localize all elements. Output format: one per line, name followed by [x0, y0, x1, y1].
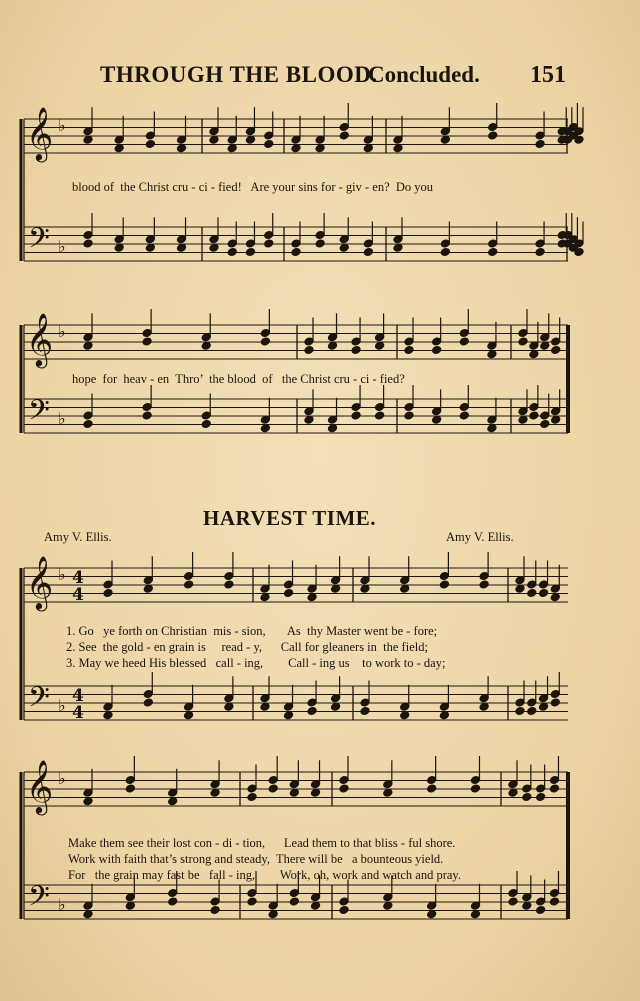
notehead — [518, 415, 528, 424]
bass-clef-icon: 𝄢 — [28, 880, 50, 920]
notehead — [360, 707, 370, 716]
page-number: 151 — [530, 62, 566, 88]
notehead — [247, 897, 257, 906]
notehead — [331, 702, 341, 711]
notehead — [470, 784, 480, 793]
notehead — [550, 698, 560, 707]
notehead — [383, 901, 393, 910]
notehead — [142, 411, 152, 420]
flat-icon: ♭ — [58, 696, 66, 715]
notehead — [339, 906, 349, 915]
flat-icon: ♭ — [58, 322, 66, 341]
notehead — [487, 424, 497, 433]
notehead — [549, 897, 559, 906]
notehead — [289, 788, 299, 797]
notehead — [201, 420, 211, 429]
notehead — [535, 248, 545, 257]
notehead — [143, 698, 153, 707]
notehead — [260, 702, 270, 711]
notehead — [310, 901, 320, 910]
notehead — [260, 337, 270, 346]
lyric-line: hope for heav - en Thro’ the blood of the Christ cru - ci - fied? — [72, 372, 405, 386]
notehead — [227, 144, 237, 153]
notehead — [210, 788, 220, 797]
notehead — [432, 346, 442, 355]
notehead — [363, 248, 373, 257]
notehead — [201, 341, 211, 350]
notehead — [550, 593, 560, 602]
notehead — [393, 144, 403, 153]
notehead — [103, 711, 113, 720]
notehead — [83, 797, 93, 806]
notehead — [339, 784, 349, 793]
notehead — [184, 711, 194, 720]
notehead — [488, 248, 498, 257]
notehead — [363, 144, 373, 153]
notehead — [527, 707, 537, 716]
treble-clef-icon: 𝄞 — [26, 106, 54, 160]
notehead — [315, 144, 325, 153]
notehead — [540, 341, 550, 350]
notehead — [227, 248, 237, 257]
concluded-label: Concluded. — [368, 62, 480, 87]
notehead — [440, 248, 450, 257]
notehead — [83, 910, 93, 919]
notehead — [145, 140, 155, 149]
verse-line-4: Make them see their lost con - di - tion, Lead them to that bliss - ful shore. — [68, 836, 456, 850]
notehead — [487, 350, 497, 359]
time-signature: 4 — [72, 686, 84, 706]
notehead — [538, 589, 548, 598]
notehead — [529, 350, 539, 359]
notehead — [145, 243, 155, 252]
notehead — [529, 411, 539, 420]
notehead — [536, 906, 546, 915]
bass-clef-icon: 𝄢 — [28, 222, 50, 262]
notehead — [375, 341, 385, 350]
notehead — [427, 910, 437, 919]
notehead — [83, 135, 93, 144]
notehead — [535, 140, 545, 149]
notehead — [360, 584, 370, 593]
verse-line-2: 2. See the gold - en grain is read - y, Call for gleaners in the field; — [66, 640, 428, 654]
notehead — [400, 711, 410, 720]
notehead — [168, 897, 178, 906]
notehead — [536, 793, 546, 802]
notehead — [393, 243, 403, 252]
notehead — [508, 788, 518, 797]
notehead — [114, 144, 124, 153]
notehead — [260, 593, 270, 602]
notehead — [440, 135, 450, 144]
time-signature: 4 — [72, 585, 84, 605]
notehead — [142, 337, 152, 346]
notehead — [245, 248, 255, 257]
bass-clef-icon: 𝄢 — [28, 394, 50, 434]
treble-clef-icon: 𝄞 — [26, 759, 54, 813]
notehead — [331, 584, 341, 593]
notehead — [527, 589, 537, 598]
notehead — [459, 411, 469, 420]
flat-icon: ♭ — [58, 769, 66, 788]
notehead — [245, 135, 255, 144]
notehead — [103, 589, 113, 598]
notehead — [184, 580, 194, 589]
notehead — [307, 707, 317, 716]
notehead — [522, 901, 532, 910]
notehead — [247, 793, 257, 802]
verse-line-1: 1. Go ye forth on Christian mis - sion, As thy Master went be - fore; — [66, 624, 438, 638]
notehead — [283, 711, 293, 720]
notehead — [459, 337, 469, 346]
notehead — [538, 702, 548, 711]
verse-line-3: 3. May we heed His blessed call - ing, Call - ing us to work to - day; — [66, 656, 446, 670]
notehead — [125, 901, 135, 910]
flat-icon: ♭ — [58, 565, 66, 584]
notehead — [83, 420, 93, 429]
notehead — [176, 243, 186, 252]
verse-line-6: For the grain may fast be fall - ing, Work, oh, work and watch and pray. — [68, 868, 461, 882]
notehead — [522, 793, 532, 802]
notehead — [508, 897, 518, 906]
notehead — [264, 239, 274, 248]
notehead — [268, 910, 278, 919]
notehead — [315, 239, 325, 248]
notehead — [210, 906, 220, 915]
time-signature: 4 — [72, 703, 84, 723]
notehead — [351, 346, 361, 355]
song-title: THROUGH THE BLOOD. — [100, 62, 378, 87]
notehead — [304, 346, 314, 355]
notehead — [168, 797, 178, 806]
lyric-line: blood of the Christ cru - ci - fied! Are your sins for - giv - en? Do you — [72, 180, 434, 194]
notehead — [551, 346, 561, 355]
notehead — [125, 784, 135, 793]
treble-clef-icon: 𝄞 — [26, 555, 54, 609]
song-title-2: HARVEST TIME. — [203, 506, 377, 530]
notehead — [549, 784, 559, 793]
notehead — [488, 131, 498, 140]
notehead — [327, 424, 337, 433]
notehead — [383, 788, 393, 797]
notehead — [515, 584, 525, 593]
notehead — [404, 346, 414, 355]
notehead — [515, 707, 525, 716]
notehead — [283, 589, 293, 598]
notehead — [143, 584, 153, 593]
lyricist-credit: Amy V. Ellis. — [44, 530, 112, 544]
notehead — [432, 415, 442, 424]
notehead — [268, 784, 278, 793]
notehead — [427, 784, 437, 793]
notehead — [479, 580, 489, 589]
notehead — [327, 341, 337, 350]
notehead — [518, 337, 528, 346]
flat-icon: ♭ — [58, 116, 66, 135]
notehead — [439, 580, 449, 589]
notehead — [260, 424, 270, 433]
notehead — [551, 415, 561, 424]
notehead — [470, 910, 480, 919]
notehead — [83, 341, 93, 350]
notehead — [439, 711, 449, 720]
notehead — [339, 131, 349, 140]
notehead — [83, 239, 93, 248]
flat-icon: ♭ — [58, 895, 66, 914]
flat-icon: ♭ — [58, 237, 66, 256]
notehead — [224, 702, 234, 711]
notehead — [404, 411, 414, 420]
notehead — [289, 897, 299, 906]
notehead — [209, 135, 219, 144]
notehead — [339, 243, 349, 252]
composer-credit: Amy V. Ellis. — [446, 530, 514, 544]
notehead — [400, 584, 410, 593]
treble-clef-icon: 𝄞 — [26, 312, 54, 366]
notehead — [209, 243, 219, 252]
notehead — [307, 593, 317, 602]
time-signature: 4 — [72, 568, 84, 588]
notehead — [224, 580, 234, 589]
notehead — [176, 144, 186, 153]
notehead — [114, 243, 124, 252]
notehead — [304, 415, 314, 424]
notehead — [479, 702, 489, 711]
notehead — [310, 788, 320, 797]
notehead — [375, 411, 385, 420]
notehead — [540, 420, 550, 429]
bass-clef-icon: 𝄢 — [28, 681, 50, 721]
notehead — [291, 248, 301, 257]
flat-icon: ♭ — [58, 409, 66, 428]
notehead — [264, 140, 274, 149]
notehead — [291, 144, 301, 153]
notehead — [351, 411, 361, 420]
verse-line-5: Work with faith that’s strong and steady, There will be a bounteous yield. — [68, 852, 444, 866]
